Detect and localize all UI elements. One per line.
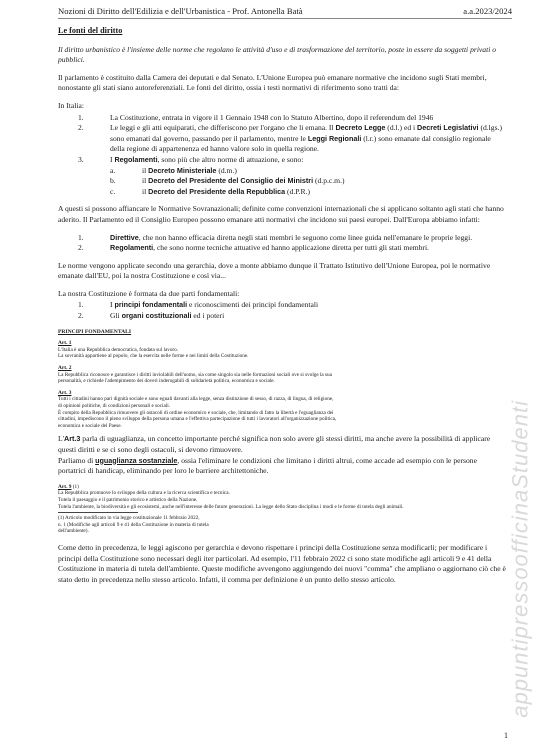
conclusion-paragraph: Come detto in precedenza, le leggi agiscono per gerarchia e devono rispettare i principi della Costituzione senza modificarli; per modificare i principi della Costituzione sono necessari degli iter particolari. Ad esempio, l'11 febbraio 2022 ci sono state modifiche agli articoli 9 e 41 della Costituzione in materia di tutela dell'ambiente. Queste modifiche avvengono aggiungendo dei nuovi "comma" che ampliano o aggiornano ciò che è stato detto in precedenza nello stesso articolo. Infatti, il comma per definizione è un punto dello stesso articolo. <box>58 542 506 584</box>
art9-excerpt: Art. 9 (1) La Repubblica promuove lo sviluppo della cultura e la ricerca scientifica e tecnica. Tutela il paesaggio e il patrimonio storico e artistico della Nazione. Tutela l'ambiente, la biodiversità e gli ecosistemi, anche nell'interesse delle future generazioni. La legge dello Stato disciplina i modi e le forme di tutela degli animali. (1) Articolo modificato in via legge costituzionale 11 febbraio 2022, n. 1 (Modifiche agli articoli 9 e 41 della Costituzione in materia di tutela dell'ambiente). <box>58 484 506 535</box>
art1-text: L'Italia è una Repubblica democratica, fondata sul lavoro. La sovranità appartiene al popolo, che la esercita nelle forme e nei limiti della Costituzione. <box>58 346 249 360</box>
costituzione-parts-list <box>58 300 506 321</box>
list-item: 1. I principi fondamentali e riconoscimenti dei principi fondamentali <box>78 300 319 310</box>
art3-text: Tutti i cittadini hanno pari dignità sociale e sono eguali davanti alla legge, senza distinzione di sesso, di razza, di lingua, di religione, di opinioni politiche, di condizioni personali e sociali. È compito della Repubblica rimuovere gli ostacoli di ordine economico e sociale, che, limitando di fatto la libertà e l'eguaglianza dei cittadini, impediscono il pieno sviluppo della persona umana e l'effettiva partecipazione di tutti i lavoratori all'organizzazione politica, economica e sociale del Paese. <box>58 396 337 429</box>
principi-heading: PRINCIPI FONDAMENTALI <box>58 328 132 335</box>
art3-comment: L'Art.3 parla di uguaglianza, un concetto importante perché significa non solo avere gli stessi diritti, ma anche avere la possibilità di applicare questi diritti e se ci sono degli ostacoli, si devono rimuovere. Parliamo di uguaglianza sostanziale, ossia l'eliminare le condizioni che limitano i diritti altrui, come accade ad esempio con le persone portatrici di handicap, eliminando per loro le barriere architettoniche. <box>58 434 491 476</box>
header-course: Nozioni di Diritto dell'Edilizia e dell'Urbanistica - Prof. Antonella Batà <box>58 6 303 16</box>
sub-list-item: b. il Decreto del Presidente del Consiglio dei Ministri (d.p.c.m.) <box>110 176 345 186</box>
list-item: 2. Le leggi e gli atti equiparati, che differiscono per l'organo che li emana. Il Decreto Legge (d.l.) ed i Decreti Legislativi (d.lgs.) sono emanati dal governo, passando per il parlamento, mentre le Leggi Regionali (l.r.) sono emanate dal consiglio regionale della regione di appartenenza ed hanno valore solo in quella regione. <box>78 123 502 154</box>
art2-heading: Art. 2 <box>58 365 72 372</box>
footnote-rule <box>58 512 138 513</box>
eu-acts-list <box>58 233 506 254</box>
list-item: 2. Regolamenti, che sono norme tecniche attuative ed hanno applicazione diretta per tutti gli stati membri. <box>78 243 429 253</box>
sub-list-item: a. il Decreto Ministeriale (d.m.) <box>110 165 237 175</box>
costituzione-intro: La nostra Costituzione è formata da due parti fondamentali: <box>58 288 240 298</box>
header-year: a.a.2023/2024 <box>463 6 512 16</box>
intro-paragraph: Il parlamento è costituito dalla Camera dei deputati e dal Senato. L'Unione Europea può emanare normative che incidono sugli Stati membri, nonostante gli stati siano autoreferenziali. Le fonti del diritto, ossia i testi normativi di riferimento sono tratti da: <box>58 72 487 93</box>
list-item: 3. I Regolamenti, sono più che altro norme di attuazione, e sono: <box>78 154 304 164</box>
italy-sources-list <box>58 113 506 198</box>
art1-heading: Art. 1 <box>58 340 72 347</box>
header-rule <box>58 18 512 19</box>
gerarchia-paragraph: Le norme vengono applicate secondo una gerarchia, dove a monte abbiamo dunque il Trattato Istitutivo dell'Unione Europea, poi le normative emanate dall'EU, poi la nostra Costituzione e così via... <box>58 260 491 281</box>
art9-footnote: (1) Articolo modificato in via legge costituzionale 11 febbraio 2022, n. 1 (Modifiche agli articoli 9 e 41 della Costituzione in materia di tutela dell'ambiente). <box>58 515 209 535</box>
principi-excerpt <box>58 329 506 430</box>
definition-paragraph: Il diritto urbanistico è l'insieme delle norme che regolano le attività d'uso e di trasformazione del territorio, poste in essere da soggetti privati o pubblici. <box>58 44 497 65</box>
list-item: 1. Direttive, che non hanno efficacia diretta negli stati membri le seguono come linee guida nell'emanare le proprie leggi. <box>78 232 473 242</box>
highlight-decreto-legge: Decreto Legge <box>335 123 386 133</box>
list-item: 2. Gli organi costituzionali ed i poteri <box>78 311 225 321</box>
art9-text: La Repubblica promuove lo sviluppo della cultura e la ricerca scientifica e tecnica. Tutela il paesaggio e il patrimonio storico e artistico della Nazione. Tutela l'ambiente, la biodiversità e gli ecosistemi, anche nell'interesse delle future generazioni. La legge dello Stato disciplina i modi e le forme di tutela degli animali. <box>58 490 404 510</box>
highlight-regolamenti: Regolamenti <box>114 154 158 164</box>
page-header <box>58 6 512 16</box>
highlight-decreti-legislativi: Decreti Legislativi <box>417 123 479 133</box>
section-title: Le fonti del diritto <box>58 26 123 35</box>
in-italia-label: In Italia: <box>58 100 84 110</box>
highlight-leggi-regionali: Leggi Regionali <box>307 133 362 143</box>
art9-heading: Art. 9 <box>58 483 72 490</box>
sovranazionali-paragraph: A questi si possono affiancare le Normative Sovranazionali; definite come convenzioni internazionali che si applicano soltanto agli stati che hanno aderito. Il Parlamento ed il Consiglio Europeo possono emanare atti normativi che incidono sui paesi europei. Dall'Europa abbiamo infatti: <box>58 204 504 224</box>
document-body <box>58 26 506 592</box>
watermark: appuntipressoofficinaStudenti <box>508 400 533 718</box>
art3-heading: Art. 3 <box>58 389 72 396</box>
art2-text: La Repubblica riconosce e garantisce i diritti inviolabili dell'uomo, sia come singolo sia nelle formazioni sociali ove si svolge la sua personalità, e richiede l'adempimento dei doveri inderogabili di solidarietà politica, economica e sociale. <box>58 371 332 385</box>
sub-list-item: c. il Decreto del Presidente della Repubblica (d.P.R.) <box>110 186 311 196</box>
page-number: 1 <box>504 731 508 740</box>
list-item: 1. La Costituzione, entrata in vigore il 1 Gennaio 1948 con lo Statuto Albertino, dopo il referendum del 1946 <box>78 112 434 122</box>
